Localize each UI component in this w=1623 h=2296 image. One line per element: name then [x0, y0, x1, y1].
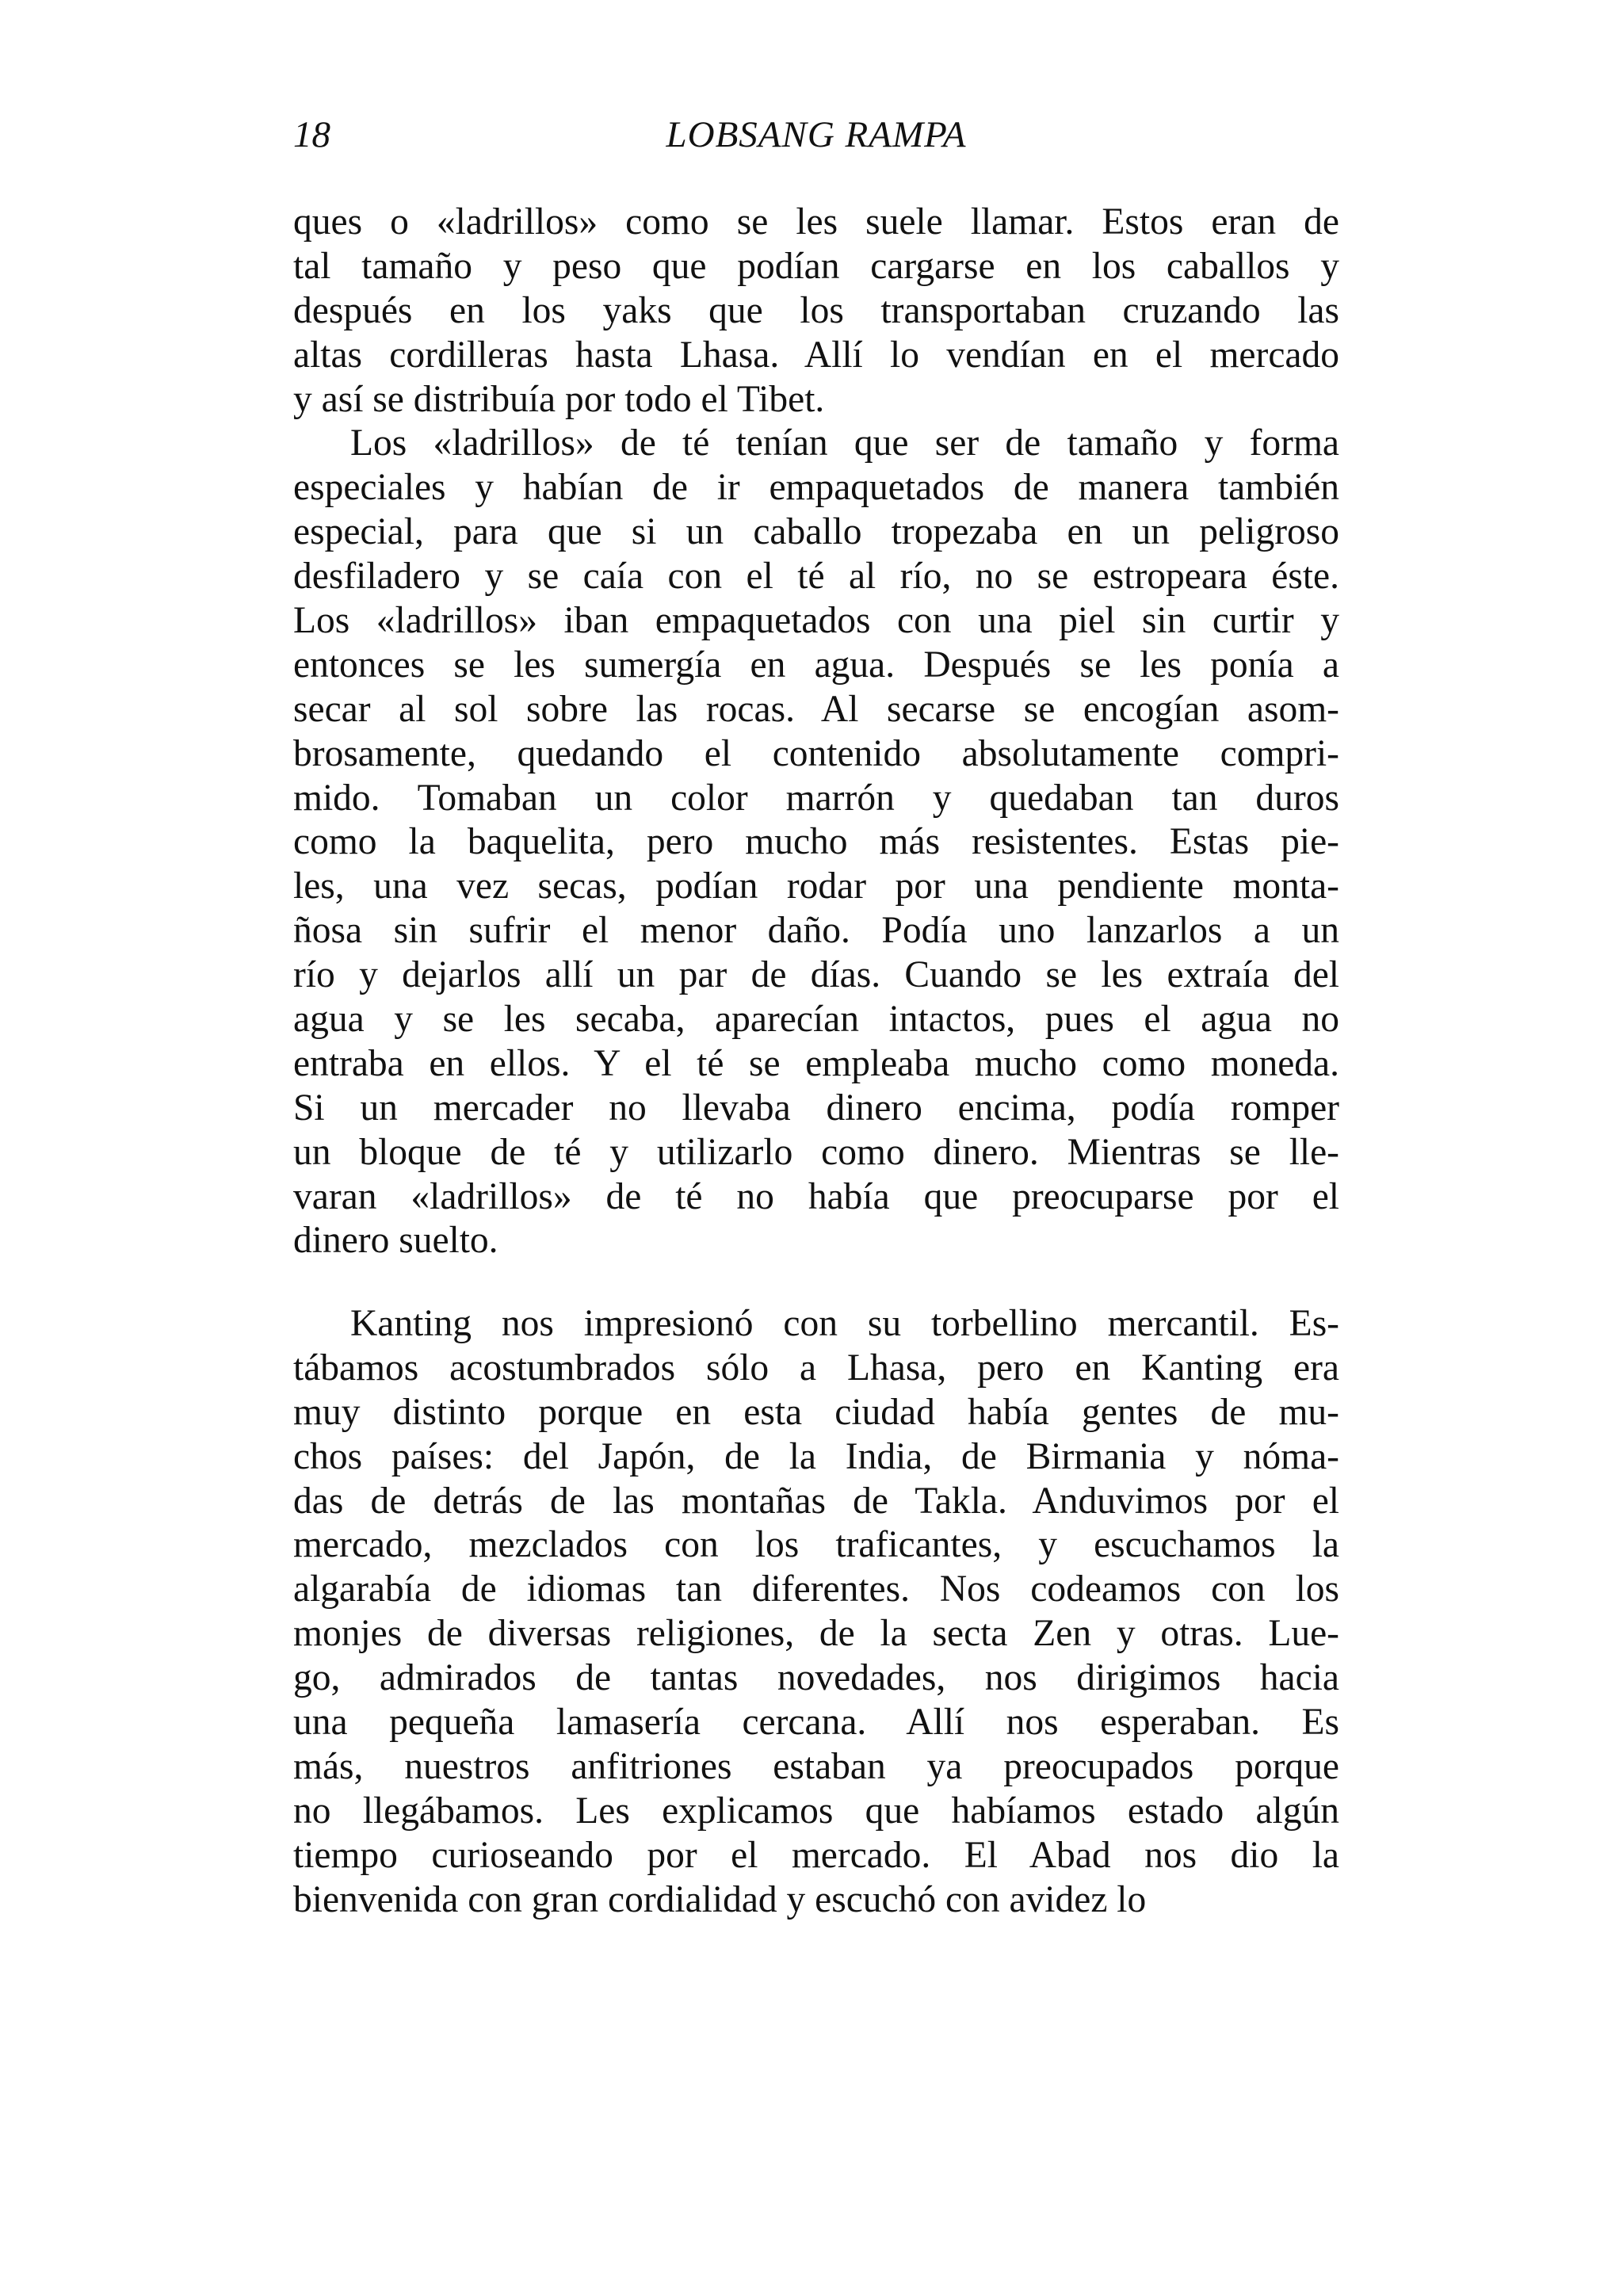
- text-line: algarabía de idiomas tan diferentes. Nos codeamos con los: [293, 1568, 1339, 1610]
- text-line: entraba en ellos. Y el té se empleaba mucho como moneda.: [293, 1042, 1339, 1084]
- text-line: después en los yaks que los transportaban cruzando las: [293, 289, 1339, 331]
- running-title: LOBSANG RAMPA: [666, 114, 967, 155]
- paragraph-end-line: y así se distribuía por todo el Tibet.: [293, 378, 825, 420]
- paragraph-start-line: Los «ladrillos» de té tenían que ser de tamaño y forma: [350, 422, 1339, 464]
- running-header: [293, 111, 1339, 159]
- text-line: entonces se les sumergía en agua. Después se les ponía a: [293, 644, 1339, 686]
- text-line: especiales y habían de ir empaquetados de manera también: [293, 467, 1339, 509]
- text-line: altas cordilleras hasta Lhasa. Allí lo vendían en el mercado: [293, 334, 1339, 376]
- text-line: especial, para que si un caballo tropezaba en un peligroso: [293, 511, 1339, 553]
- body-text-block-2: [293, 1302, 1339, 1922]
- text-line: mido. Tomaban un color marrón y quedaban tan duros: [293, 777, 1339, 819]
- text-line: chos países: del Japón, de la India, de Birmania y nóma-: [293, 1435, 1339, 1477]
- text-line: muy distinto porque en esta ciudad había gentes de mu-: [293, 1391, 1339, 1433]
- text-line: tiempo curioseando por el mercado. El Abad nos dio la: [293, 1834, 1339, 1876]
- text-line: varan «ladrillos» de té no había que preocuparse por el: [293, 1175, 1339, 1217]
- text-line: bienvenida con gran cordialidad y escuchó con avidez lo: [293, 1878, 1147, 1920]
- text-line: como la baquelita, pero mucho más resistentes. Estas pie-: [293, 821, 1339, 863]
- text-line: tal tamaño y peso que podían cargarse en los caballos y: [293, 245, 1339, 287]
- text-line: una pequeña lamasería cercana. Allí nos esperaban. Es: [293, 1702, 1339, 1744]
- text-line: brosamente, quedando el contenido absolutamente compri-: [293, 732, 1339, 774]
- text-line: Los «ladrillos» iban empaquetados con una piel sin curtir y: [293, 600, 1339, 642]
- text-line: ques o «ladrillos» como se les suele llamar. Estos eran de: [293, 201, 1339, 243]
- page-number: 18: [293, 114, 330, 155]
- text-line: go, admirados de tantas novedades, nos dirigimos hacia: [293, 1657, 1339, 1699]
- text-line: mercado, mezclados con los traficantes, y escuchamos la: [293, 1524, 1339, 1566]
- text-line: das de detrás de las montañas de Takla. Anduvimos por el: [293, 1480, 1339, 1522]
- text-line: Si un mercader no llevaba dinero encima, podía romper: [293, 1087, 1339, 1129]
- text-line: un bloque de té y utilizarlo como dinero. Mientras se lle-: [293, 1131, 1339, 1173]
- text-line: tábamos acostumbrados sólo a Lhasa, pero en Kanting era: [293, 1347, 1339, 1389]
- paragraph-end-line: dinero suelto.: [293, 1220, 498, 1262]
- text-line: desfiladero y se caía con el té al río, no se estropeara éste.: [293, 556, 1339, 598]
- text-line: secar al sol sobre las rocas. Al secarse se encogían asom-: [293, 688, 1339, 730]
- text-line: ñosa sin sufrir el menor daño. Podía uno lanzarlos a un: [293, 910, 1339, 952]
- text-line: río y dejarlos allí un par de días. Cuando se les extraía del: [293, 954, 1339, 996]
- body-text-block-1: [293, 201, 1339, 1263]
- text-line: más, nuestros anfitriones estaban ya preocupados porque: [293, 1745, 1339, 1787]
- paragraph-start-line: Kanting nos impresionó con su torbellino mercantil. Es-: [350, 1303, 1339, 1344]
- text-line: agua y se les secaba, aparecían intactos, pues el agua no: [293, 999, 1339, 1041]
- text-line: les, una vez secas, podían rodar por una pendiente monta-: [293, 865, 1339, 907]
- text-line: monjes de diversas religiones, de la secta Zen y otras. Lue-: [293, 1613, 1339, 1655]
- text-line: no llegábamos. Les explicamos que habíamos estado algún: [293, 1790, 1339, 1832]
